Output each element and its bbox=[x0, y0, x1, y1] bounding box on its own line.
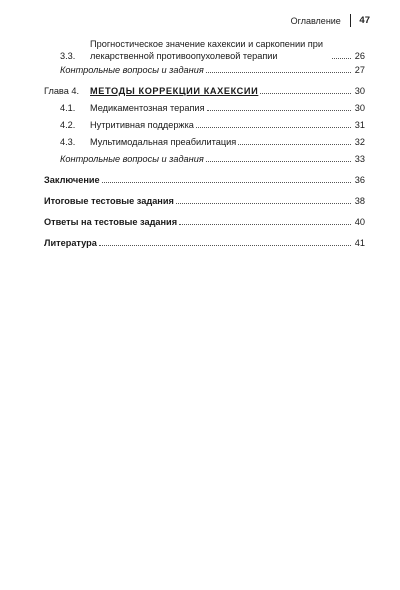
toc-entry-4-1[interactable] bbox=[44, 102, 365, 114]
toc-title: Нутритивная поддержка bbox=[90, 120, 194, 130]
toc-entry-4-3[interactable] bbox=[44, 136, 365, 148]
dot-leader bbox=[102, 182, 351, 183]
toc-entry-questions-3[interactable] bbox=[60, 64, 365, 76]
dot-leader bbox=[179, 224, 351, 225]
toc-title: Ответы на тестовые задания bbox=[44, 217, 178, 227]
toc-title: Литература bbox=[44, 238, 97, 248]
dot-leader bbox=[99, 245, 351, 246]
table-of-contents bbox=[44, 38, 365, 249]
toc-number: Глава 4. bbox=[44, 86, 80, 96]
toc-page: 31 bbox=[354, 120, 365, 130]
dot-leader bbox=[260, 93, 351, 94]
page-number: 47 bbox=[359, 15, 370, 26]
dot-leader bbox=[206, 72, 351, 73]
toc-entry-conclusion[interactable] bbox=[44, 174, 365, 186]
toc-title: Медикаментозная терапия bbox=[90, 103, 205, 113]
dot-leader bbox=[196, 127, 351, 128]
toc-page: 30 bbox=[354, 86, 365, 96]
running-title: Оглавление bbox=[290, 15, 341, 26]
toc-page: 30 bbox=[354, 103, 365, 113]
toc-title: Мультимодальная преабилитация bbox=[90, 137, 237, 147]
page-header bbox=[291, 14, 370, 27]
toc-page: 40 bbox=[354, 217, 365, 227]
toc-entry-questions-4[interactable] bbox=[60, 153, 365, 165]
toc-title: Контрольные вопросы и задания bbox=[60, 154, 204, 164]
dot-leader bbox=[176, 203, 351, 204]
dot-leader bbox=[206, 161, 351, 162]
toc-entry-4-2[interactable] bbox=[44, 119, 365, 131]
toc-page: 41 bbox=[354, 238, 365, 248]
toc-title: Контрольные вопросы и задания bbox=[60, 65, 204, 75]
dot-leader bbox=[207, 110, 351, 111]
toc-title: Итоговые тестовые задания bbox=[44, 196, 174, 206]
toc-page: 33 bbox=[354, 154, 365, 164]
toc-entry-final-tests[interactable] bbox=[44, 195, 365, 207]
toc-page: 36 bbox=[354, 175, 365, 185]
toc-number: 4.1. bbox=[60, 103, 76, 113]
toc-entry-chapter-4[interactable] bbox=[44, 85, 365, 97]
toc-page: 32 bbox=[354, 137, 365, 147]
toc-title: Заключение bbox=[44, 175, 100, 185]
dot-leader bbox=[238, 144, 351, 145]
toc-entry-3-3[interactable] bbox=[44, 38, 365, 62]
toc-number: 3.3. bbox=[60, 51, 76, 61]
toc-title: Прогностическое значение кахексии и саркопении при лекарственной противоопухолевой терапии bbox=[90, 39, 324, 61]
toc-number: 4.2. bbox=[60, 120, 76, 130]
toc-number: 4.3. bbox=[60, 137, 76, 147]
toc-page: 38 bbox=[354, 196, 365, 206]
toc-page: 26 bbox=[354, 51, 365, 61]
toc-entry-literature[interactable] bbox=[44, 237, 365, 249]
toc-page: 27 bbox=[354, 65, 365, 75]
toc-entry-answers[interactable] bbox=[44, 216, 365, 228]
dot-leader bbox=[332, 58, 351, 59]
header-separator bbox=[350, 14, 352, 27]
toc-title: МЕТОДЫ КОРРЕКЦИИ КАХЕКСИИ bbox=[90, 86, 259, 96]
